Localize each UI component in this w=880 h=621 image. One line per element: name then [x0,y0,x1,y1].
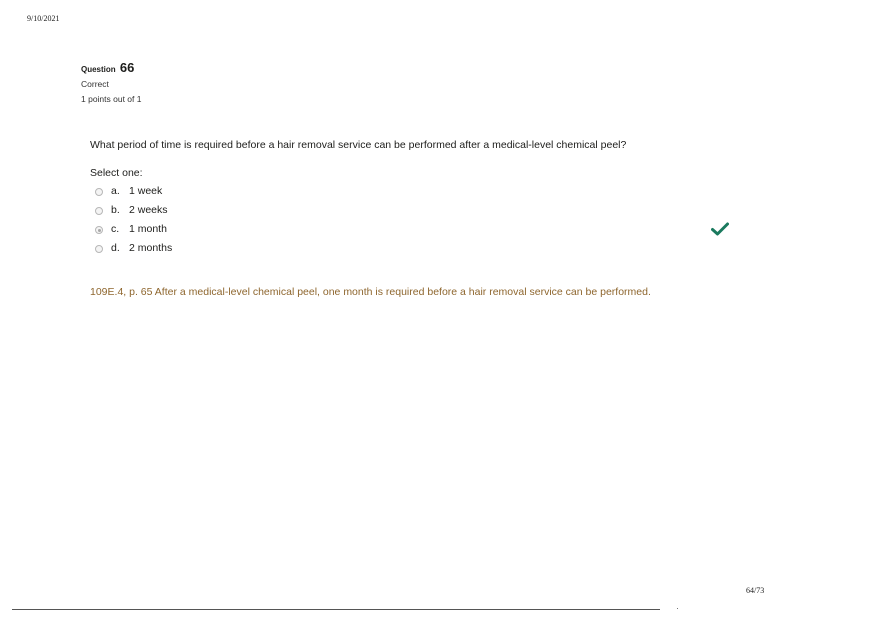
question-label: Question [81,65,116,74]
answer-option-c[interactable] [95,219,395,238]
answer-letter: d. [111,241,120,254]
radio-button[interactable] [95,207,103,215]
select-one-prompt: Select one: [90,167,143,179]
question-number [81,60,281,76]
radio-button[interactable] [95,188,103,196]
radio-button-selected[interactable] [95,226,103,234]
answer-text: 1 month [129,222,167,235]
page-number: 64/73 [746,586,765,595]
print-date: 9/10/2021 [27,14,60,23]
radio-button[interactable] [95,245,103,253]
answer-option-b[interactable] [95,200,395,219]
answer-options [95,181,395,257]
answer-text: 2 weeks [129,203,168,216]
question-text: What period of time is required before a hair removal service can be performed after a medical-level chemical peel? [90,139,627,151]
general-feedback: 109E.4, p. 65 After a medical-level chemical peel, one month is required before a hair removal service can be performed. [90,286,651,298]
answer-option-a[interactable] [95,181,395,200]
answer-text: 1 week [129,184,163,197]
footer-mark [677,608,678,609]
question-info [81,60,281,104]
question-state: Correct [81,79,109,89]
answer-text: 2 months [129,241,173,254]
footer-divider [12,609,660,610]
check-icon [711,222,729,236]
answer-letter: a. [111,184,120,197]
answer-letter: b. [111,203,120,216]
question-grade: 1 points out of 1 [81,94,142,104]
answer-letter: c. [111,222,120,235]
answer-option-d[interactable] [95,238,395,257]
question-number-value: 66 [119,60,135,75]
